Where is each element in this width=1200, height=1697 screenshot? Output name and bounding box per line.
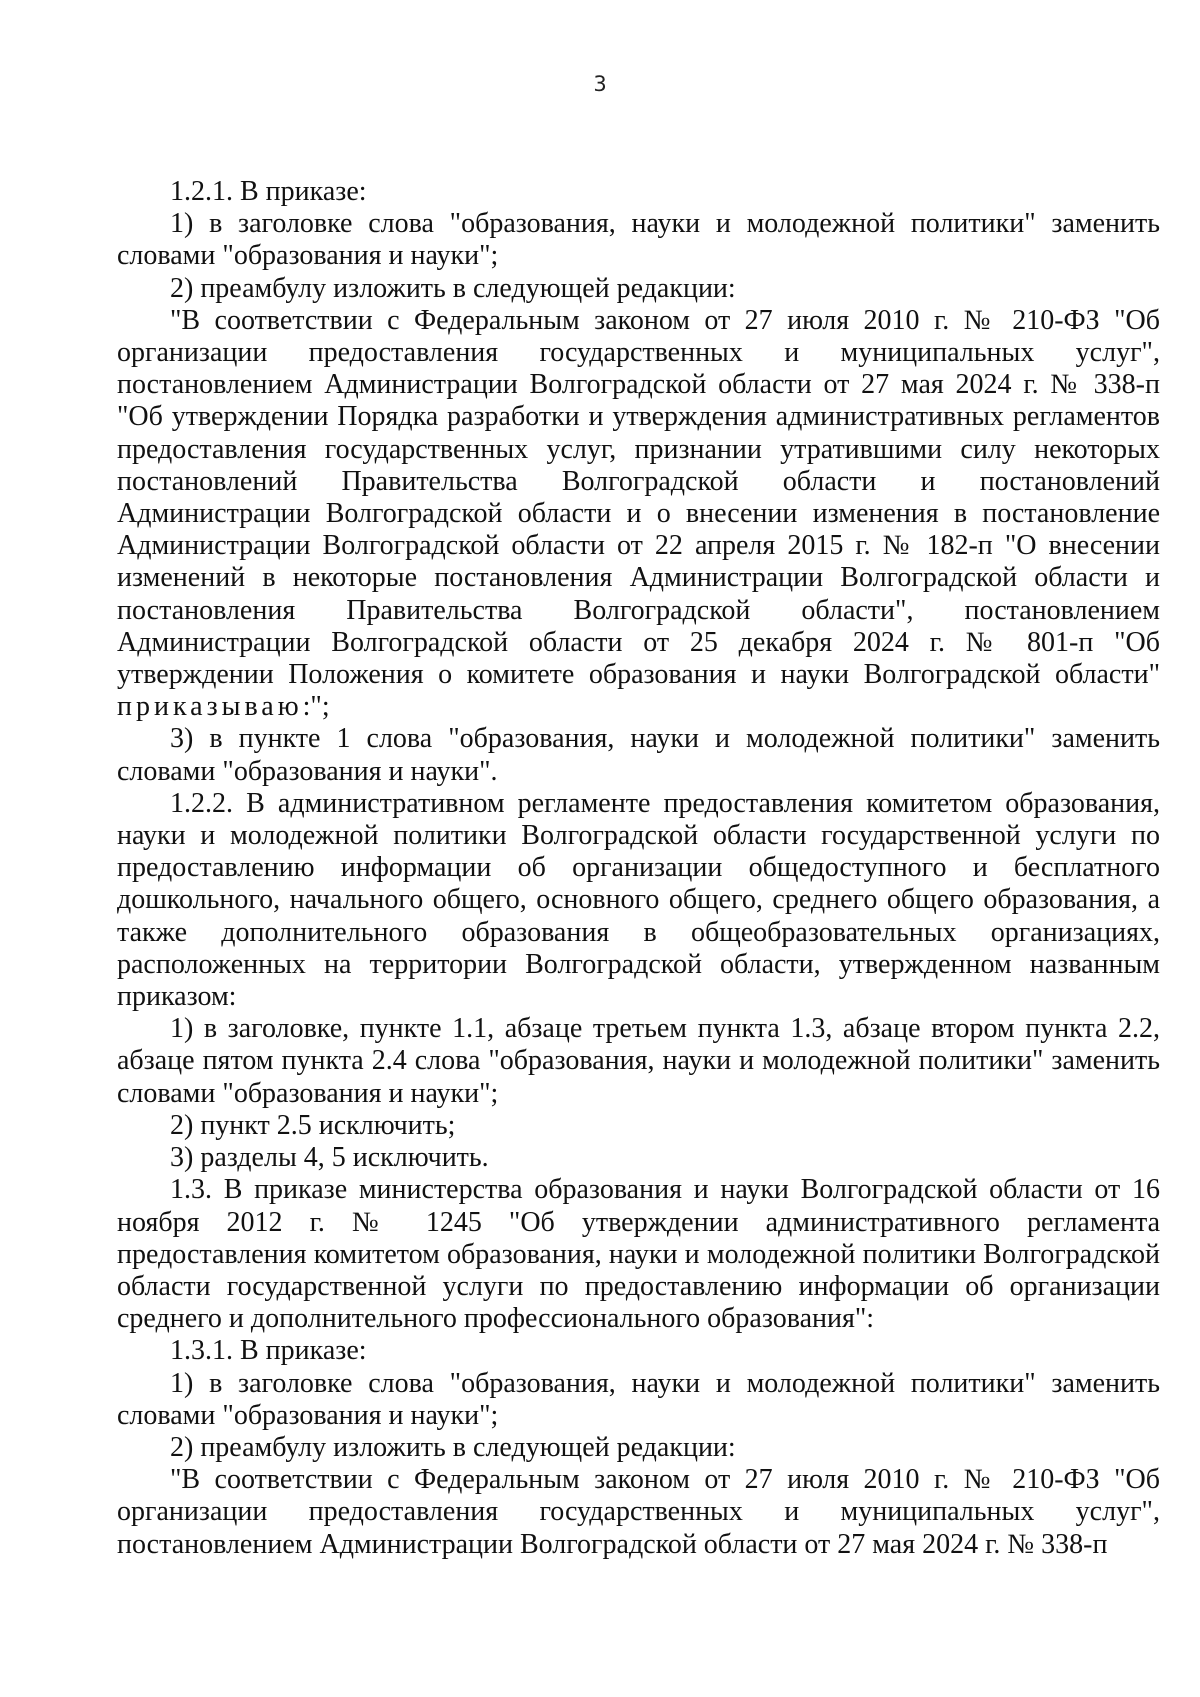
paragraph-title-change: 1) в заголовке слова "образования, науки и молодежной политики" заменить словами "образования и науки";: [117, 208, 1160, 272]
paragraph-preamble-intro: 2) преамбулу изложить в следующей редакции:: [170, 272, 736, 304]
paragraph-exclude-sections: 3) разделы 4, 5 исключить.: [170, 1142, 489, 1174]
paragraph-preamble-intro-2: 2) преамбулу изложить в следующей редакции:: [170, 1431, 736, 1463]
preamble-text-tail: :";: [302, 691, 330, 723]
paragraph-preamble-text-2: "В соответствии с Федеральным законом от 27 июля 2010 г. № 210-ФЗ "Об организации предоставления государственных и муниципальных услуг", постановлением Администрации Волгоградской области от 27 мая 2024 г. № 338-п: [117, 1464, 1160, 1560]
paragraph-exclude-2-5: 2) пункт 2.5 исключить;: [170, 1109, 456, 1141]
paragraph-title-change-2: 1) в заголовке слова "образования, науки и молодежной политики" заменить словами "образования и науки";: [117, 1367, 1160, 1431]
preamble-text-main: "В соответствии с Федеральным законом от 27 июля 2010 г. № 210-ФЗ "Об организации предоставления государственных и муниципальных услуг", постановлением Администрации Волгоградской области от 27 мая 2024 г. № 338-п "Об утверждении Порядка разработки и утверждения административных регламентов предоставления государственных услуг, признании утратившими силу некоторых постановлений Правительства Волгоградской области и постановлений Администрации Волгоградской области и о внесении изменения в постановление Администрации Волгоградской области от 22 апреля 2015 г. № 182-п "О внесении изменений в некоторые постановления Администрации Волгоградской области и постановления Правительства Волгоградской области", постановлением Администрации Волгоградской области от 25 декабря 2024 г. № 801-п "Об утверждении Положения о комитете образования и науки Волгоградской области": [117, 304, 1160, 691]
paragraph-1-3-1: 1.3.1. В приказе:: [170, 1335, 367, 1367]
paragraph-regulation-title-change: 1) в заголовке, пункте 1.1, абзаце третьем пункта 1.3, абзаце втором пункта 2.2, абзаце пятом пункта 2.4 слова "образования, науки и молодежной политики" заменить словами "образования и науки";: [117, 1013, 1160, 1109]
paragraph-1-2-2: 1.2.2. В административном регламенте предоставления комитетом образования, науки и молодежной политики Волгоградской области государственной услуги по предоставлению информации об организации общедоступного и бесплатного дошкольного, начального общего, основного общего, среднего общего образования, а также дополнительного образования в общеобразовательных организациях, расположенных на территории Волгоградской области, утвержденном названным приказом:: [117, 787, 1160, 1013]
paragraph-point-1-change: 3) в пункте 1 слова "образования, науки и молодежной политики" заменить словами "образования и науки".: [117, 723, 1160, 787]
page-number: 3: [593, 72, 607, 96]
paragraph-preamble-text: [117, 305, 1160, 724]
preamble-order-word: приказываю: [117, 691, 303, 723]
paragraph-1-2-1: 1.2.1. В приказе:: [170, 176, 367, 207]
document-body: [117, 176, 1160, 1561]
paragraph-1-3: 1.3. В приказе министерства образования и науки Волгоградской области от 16 ноября 2012 г. № 1245 "Об утверждении административного регламента предоставления комитетом образования, науки и молодежной политики Волгоградской области государственной услуги по предоставлению информации об организации среднего и дополнительного профессионального образования":: [117, 1174, 1160, 1335]
